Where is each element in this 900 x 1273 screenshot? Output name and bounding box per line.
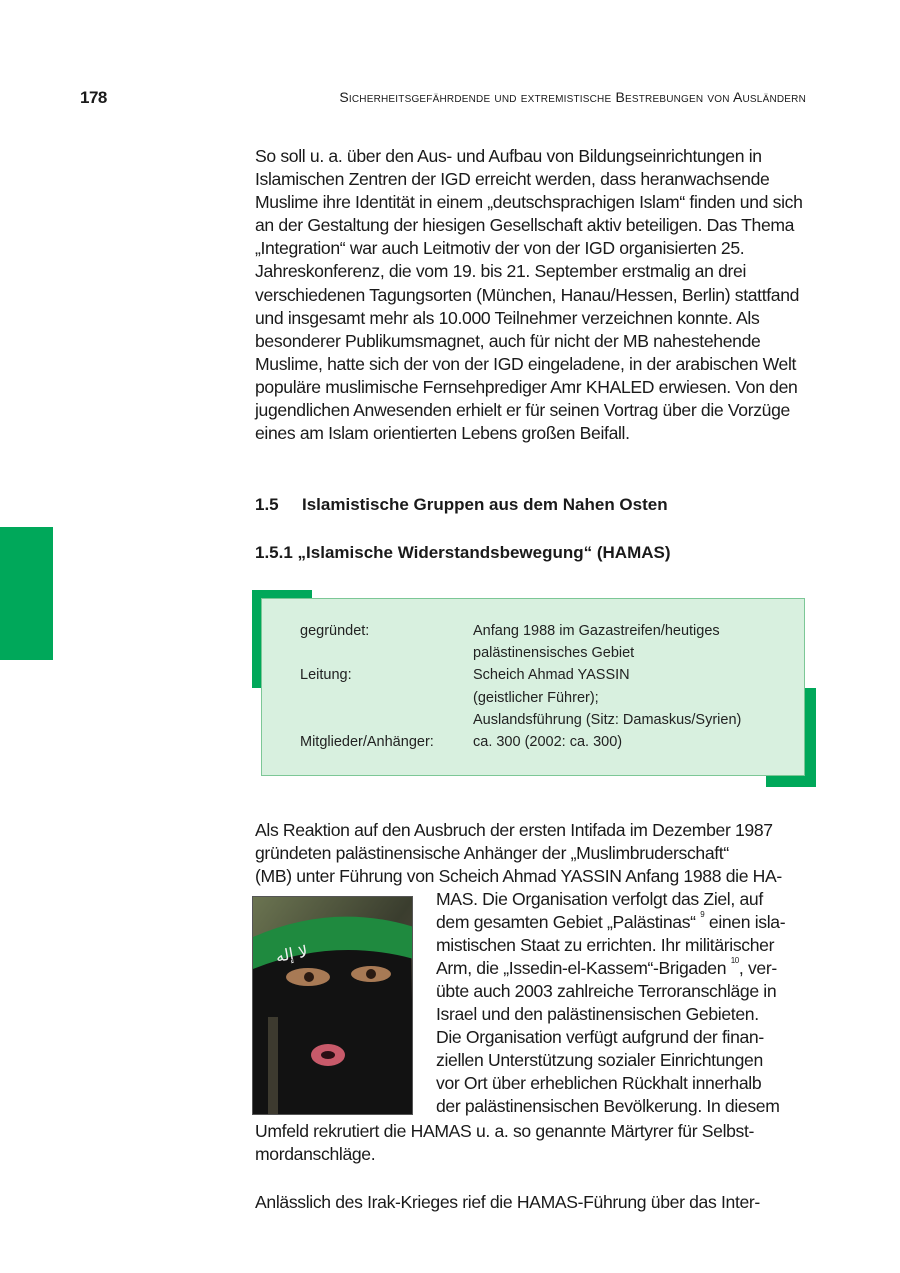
hamas-fighter-photo [252,896,413,1115]
fact-value-line: Scheich Ahmad YASSIN [473,667,630,684]
text-line: übte auch 2003 zahlreiche Terroranschläge in [436,981,777,1001]
chapter-tab-marker [0,527,53,660]
paragraph-igd: So soll u. a. über den Aus- und Aufbau von Bildungseinrichtungen in Islamischen Zentren der IGD erreicht werden, dass heranwachsende Muslime ihre Identität in einem „deutschsprachigen Islam“ finden und sich an der Gestaltung der hiesigen Gesellschaft aktiv beteiligen. Das Thema „Integration“ war auch Leitmotiv der von der IGD organisierten 25. Jahreskonferenz, die vom 19. bis 21. September erstmalig an drei verschiedenen Tagungsorten (München, Hanau/Hessen, Berlin) stattfand und insgesamt mehr als 10.000 Teilnehmer verzeichnen konnte. Als besonderer Publikumsmagnet, auch für nicht der MB nahestehende Muslime, hatte sich der von der IGD eingeladene, in der arabischen Welt populäre muslimische Fernsehprediger Amr KHALED erwiesen. Von den jugendlichen Anwesenden erhielt er für seinen Vortrag über die Vorzüge eines am Islam orientierten Lebens großen Beifall. [255,146,803,444]
text-fragment: Arm, die „Issedin-el-Kassem“-Brigaden [436,958,727,978]
fact-row-members [300,731,741,753]
section-title: Islamistische Gruppen aus dem Nahen Osten [302,495,668,514]
text-fragment: einen isla- [704,912,786,932]
fact-label: gegründet: [300,623,370,639]
fact-label: Mitglieder/Anhänger: [300,734,434,751]
text-line: mordanschläge. [255,1144,376,1164]
subsection-number: 1.5.1 [255,543,293,562]
fact-label: Leitung: [300,667,352,684]
subsection-heading [255,543,671,563]
masked-figure-image [253,897,413,1115]
fact-value [473,731,741,753]
fact-row-founded [300,620,741,664]
text-line: gründeten palästinensische Anhänger der „Muslimbruderschaft“ [255,843,729,863]
fact-value-line: (geistlicher Führer); [473,689,599,706]
fact-table [300,620,741,753]
text-line: MAS. Die Organisation verfolgt das Ziel, auf [436,889,763,909]
subsection-title: „Islamische Widerstandsbewegung“ (HAMAS) [297,543,671,562]
text-line: mistischen Staat zu errichten. Ihr militärischer [436,935,775,955]
text-line: Als Reaktion auf den Ausbruch der ersten Intifada im Dezember 1987 [255,820,773,840]
fact-value-line: ca. 300 (2002: ca. 300) [473,734,623,751]
footnote-ref: 10 [730,956,739,965]
section-heading [255,495,668,515]
fact-value-line: Anfang 1988 im Gazastreifen/heutiges [473,623,720,639]
running-head: Sicherheitsgefährdende und extremistische Bestrebungen von Ausländern [339,89,806,105]
fact-value [473,620,741,664]
text-line: vor Ort über erheblichen Rückhalt innerhalb [436,1073,762,1093]
text-line: ziellen Unterstützung sozialer Einrichtungen [436,1050,763,1070]
fact-value [473,664,741,731]
fact-row-leadership [300,664,741,731]
page-number: 178 [80,88,107,107]
text-line: Israel und den palästinensischen Gebieten. [436,1004,759,1024]
footnote-ref: 9 [700,910,705,919]
headband-lettering: لا إله [274,941,310,966]
text-line: (MB) unter Führung von Scheich Ahmad YASSIN Anfang 1988 die HA- [255,866,782,886]
text-line: Umfeld rekrutiert die HAMAS u. a. so genannte Märtyrer für Selbst- [255,1121,755,1141]
text-fragment: dem gesamten Gebiet „Palästinas“ [436,912,696,932]
text-fragment: , ver- [738,958,777,978]
text-line: der palästinensischen Bevölkerung. In diesem [436,1096,780,1116]
text-line: Die Organisation verfügt aufgrund der finan- [436,1027,764,1047]
fact-value-line: Auslandsführung (Sitz: Damaskus/Syrien) [473,711,742,728]
fact-value-line: palästinensisches Gebiet [473,645,635,662]
section-number: 1.5 [255,495,279,514]
text-line: Anlässlich des Irak-Krieges rief die HAMAS-Führung über das Inter- [255,1192,760,1212]
text-line [436,912,785,933]
text-line [436,958,777,979]
